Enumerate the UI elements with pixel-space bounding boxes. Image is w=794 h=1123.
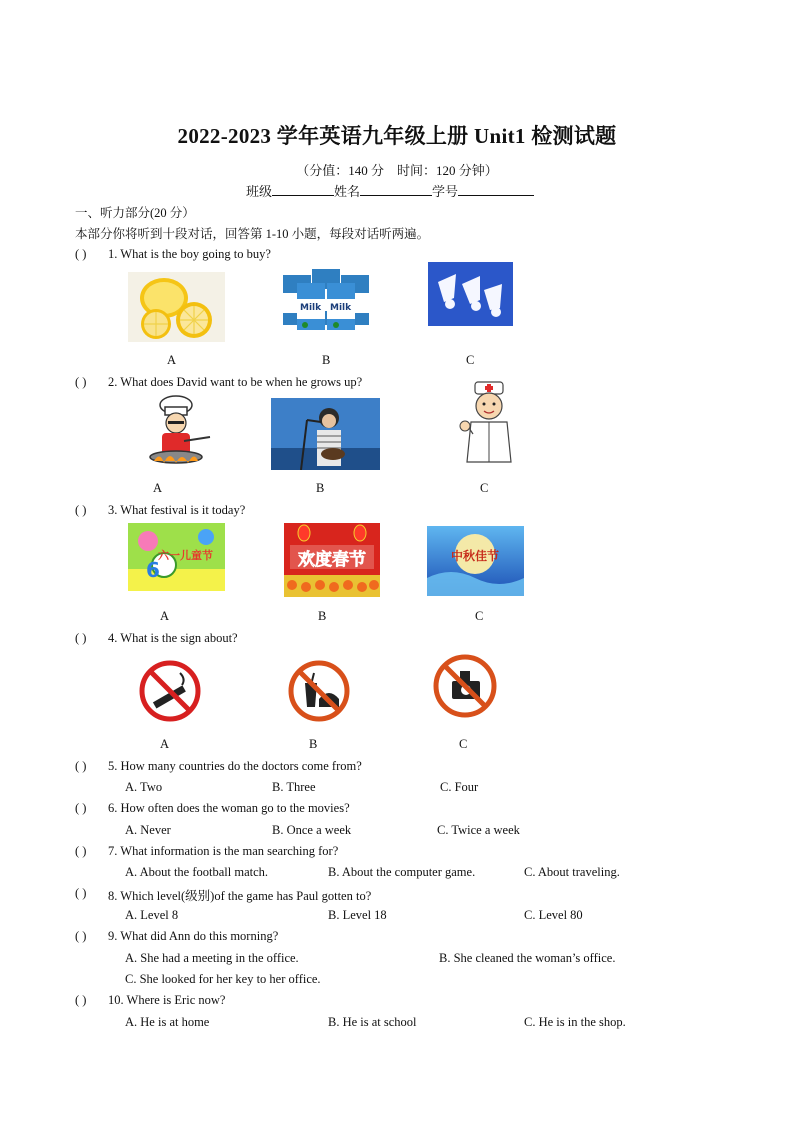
class-label: 班级 [246,184,273,199]
answer-blank[interactable]: ( ) [75,759,87,773]
answer-blank[interactable]: ( ) [75,631,87,645]
option-label-b: B [309,737,318,751]
answer-blank[interactable]: ( ) [75,503,87,517]
option-b[interactable]: B. Three [272,780,316,794]
option-label-c: C [466,353,475,367]
question-10: 10. Where is Eric now? [108,993,226,1007]
option-label-c: C [475,609,484,623]
singer-guitarist-image [271,398,380,470]
milk-text-1: Milk [300,303,322,313]
question-5: 5. How many countries do the doctors come from? [108,759,362,773]
option-c[interactable]: C. He is in the shop. [524,1015,626,1029]
option-a[interactable]: A. He is at home [125,1015,210,1029]
no-smoking-sign [138,659,202,723]
option-a[interactable]: A. Level 8 [125,908,179,922]
option-b[interactable]: B. Once a week [272,823,352,837]
option-c[interactable]: C. She looked for her key to her office. [125,972,321,986]
answer-blank[interactable]: ( ) [75,375,87,389]
no-food-drink-sign [287,659,352,723]
question-4: 4. What is the sign about? [108,631,238,645]
answer-blank[interactable]: ( ) [75,993,87,1007]
option-label-c: C [480,481,489,495]
chef-image [140,395,213,471]
class-field[interactable] [272,183,334,196]
option-label-a: A [153,481,163,495]
no-camera-sign [432,653,499,719]
answer-blank[interactable]: ( ) [75,844,87,858]
option-b[interactable]: B. Level 18 [328,908,387,922]
spring-festival-image [284,523,380,597]
option-b[interactable]: B. She cleaned the woman’s office. [439,951,616,965]
answer-blank[interactable]: ( ) [75,886,87,900]
option-a[interactable]: A. Two [125,780,163,794]
option-label-c: C [459,737,468,751]
doctor-image [457,376,519,470]
answer-blank[interactable]: ( ) [75,801,87,815]
option-b[interactable]: B. He is at school [328,1015,417,1029]
question-6: 6. How often does the woman go to the movies? [108,801,350,815]
childrens-day-text: 六一儿童节 [158,549,213,562]
option-c[interactable]: C. Twice a week [437,823,520,837]
section-instructions: 本部分你将听到十段对话，回答第 1-10 小题，每段对话听两遍。 [75,227,430,241]
question-9: 9. What did Ann do this morning? [108,929,279,943]
question-7: 7. What information is the man searching for? [108,844,339,858]
mid-autumn-text: 中秋佳节 [450,549,500,563]
answer-blank[interactable]: ( ) [75,247,87,261]
page-title: 2022-2023 学年英语九年级上册 Unit1 检测试题 [177,124,617,148]
id-label: 学号 [432,184,459,199]
option-a[interactable]: A. About the football match. [125,865,269,879]
option-c[interactable]: C. Four [440,780,479,794]
option-label-b: B [322,353,331,367]
option-label-b: B [318,609,327,623]
option-label-a: A [160,737,170,751]
shuttlecocks-image [428,262,513,326]
option-label-a: A [160,609,170,623]
name-field[interactable] [360,183,432,196]
option-a[interactable]: A. Never [125,823,171,837]
mid-autumn-image [427,526,524,596]
question-3: 3. What festival is it today? [108,503,246,517]
section-heading: 一、听力部分(20 分） [75,206,195,220]
svg-text:6: 6 [146,558,160,582]
childrens-day-image [128,523,225,591]
option-label-a: A [167,353,177,367]
lemon-image [128,272,225,342]
option-label-b: B [316,481,325,495]
milk-cartons-image [281,265,371,330]
spring-festival-text: 欢度春节 [298,550,366,570]
milk-text-2: Milk [330,303,352,313]
id-field[interactable] [458,183,534,196]
score-time-info: （分值：140 分 时间：120 分钟） [296,163,498,178]
student-info-line [246,181,534,200]
option-c[interactable]: C. About traveling. [524,865,620,879]
question-8: 8. Which level(级别)of the game has Paul gotten to? [108,889,372,903]
option-c[interactable]: C. Level 80 [524,908,583,922]
answer-blank[interactable]: ( ) [75,929,87,943]
question-1: 1. What is the boy going to buy? [108,247,271,261]
question-2: 2. What does David want to be when he grows up? [108,375,363,389]
option-a[interactable]: A. She had a meeting in the office. [125,951,299,965]
option-b[interactable]: B. About the computer game. [328,865,476,879]
name-label: 姓名 [334,184,361,199]
